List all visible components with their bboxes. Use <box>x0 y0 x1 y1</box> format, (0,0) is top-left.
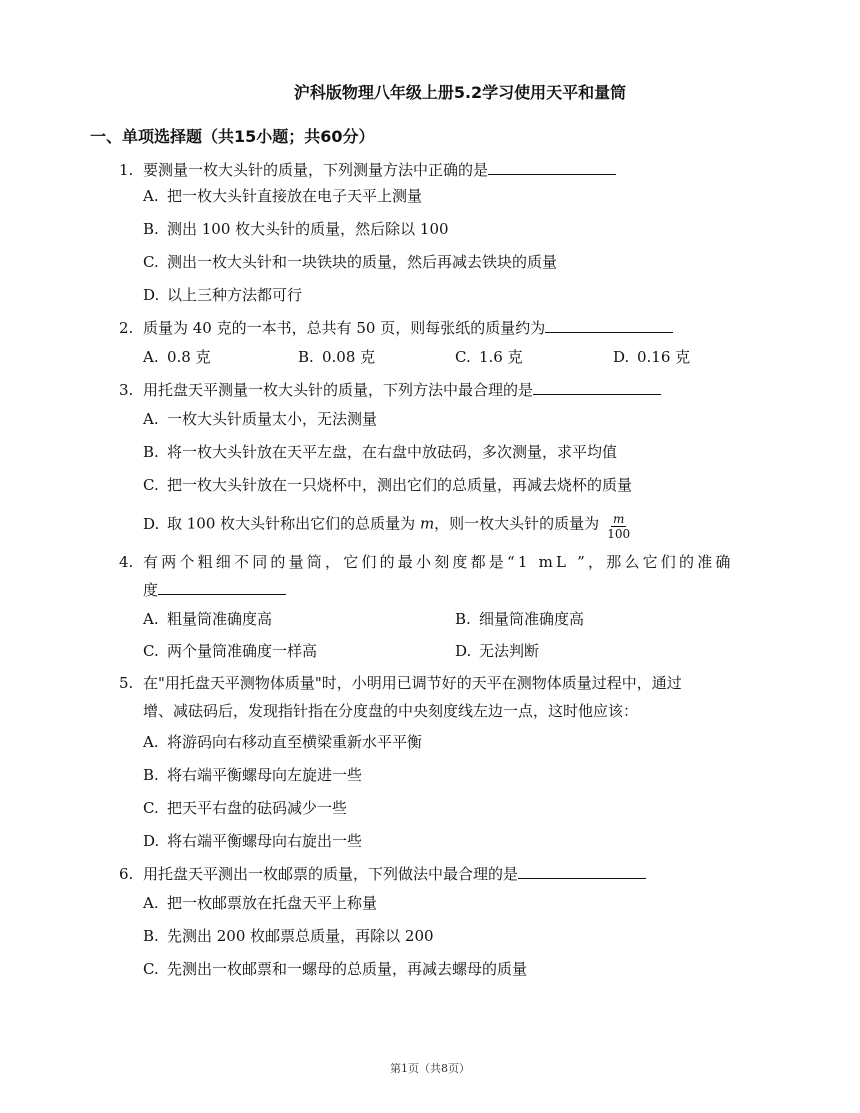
option-a[interactable]: A. 将游码向右移动直至横梁重新水平平衡 <box>143 733 423 751</box>
question-5-continued: 增、减砝码后，发现指针指在分度盘的中央刻度线左边一点，这时他应该： <box>143 702 639 720</box>
question-number: 4. <box>119 553 134 571</box>
option-a[interactable]: A. 0.8 克 <box>143 348 211 366</box>
option-b[interactable]: B. 细量筒准确度高 <box>455 610 585 628</box>
answer-blank[interactable] <box>533 380 661 395</box>
option-d[interactable]: D. 无法判断 <box>455 642 540 660</box>
option-b[interactable]: B. 测出 100 枚大头针的质量，然后除以 100 <box>143 220 449 238</box>
option-c[interactable]: C. 先测出一枚邮票和一螺母的总质量，再减去螺母的质量 <box>143 960 528 978</box>
answer-blank[interactable] <box>488 160 616 175</box>
question-1 <box>119 160 616 180</box>
option-c[interactable]: C. 把一枚大头针放在一只烧杯中，测出它们的总质量，再减去烧杯的质量 <box>143 476 633 494</box>
question-4 <box>119 552 734 572</box>
fraction: $\frac{m}{100}$ <box>607 512 631 541</box>
section-heading: 一、单项选择题（共15小题；共60分） <box>90 127 375 146</box>
question-stem: 在"用托盘天平测物体质量"时，小明用已调节好的天平在测物体质量过程中，通过 <box>143 674 682 692</box>
option-c[interactable]: C. 把天平右盘的砝码减少一些 <box>143 799 348 817</box>
question-stem: 用托盘天平测量一枚大头针的质量，下列方法中最合理的是 <box>143 381 534 399</box>
question-4-continued: 度 <box>143 580 286 600</box>
question-5 <box>119 673 682 693</box>
question-stem: 用托盘天平测出一枚邮票的质量，下列做法中最合理的是 <box>143 865 519 883</box>
option-a[interactable]: A. 把一枚大头针直接放在电子天平上测量 <box>143 187 423 205</box>
option-d[interactable]: D. 将右端平衡螺母向右旋出一些 <box>143 832 363 850</box>
option-a[interactable]: A. 粗量筒准确度高 <box>143 610 273 628</box>
option-a[interactable]: A. 一枚大头针质量太小，无法测量 <box>143 410 378 428</box>
document-title: 沪科版物理八年级上册5.2学习使用天平和量筒 <box>293 83 627 102</box>
question-number: 3. <box>119 381 134 399</box>
option-b[interactable]: B. 将右端平衡螺母向左旋进一些 <box>143 766 363 784</box>
question-number: 1. <box>119 161 134 179</box>
option-c[interactable]: C. 两个量筒准确度一样高 <box>143 642 318 660</box>
question-2 <box>119 318 673 338</box>
answer-blank[interactable] <box>545 318 673 333</box>
variable-m: m <box>419 514 435 533</box>
option-b[interactable]: B. 将一枚大头针放在天平左盘，在右盘中放砝码，多次测量，求平均值 <box>143 443 618 461</box>
question-number: 5. <box>119 674 134 692</box>
question-stem: 要测量一枚大头针的质量，下列测量方法中正确的是 <box>143 161 489 179</box>
option-d[interactable]: D. 0.16 克 <box>613 348 691 366</box>
question-6 <box>119 864 646 884</box>
option-b[interactable]: B. 0.08 克 <box>298 348 376 366</box>
option-d[interactable]: D. 以上三种方法都可行 <box>143 286 303 304</box>
page-footer: 第1页（共8页） <box>390 1062 470 1075</box>
option-d[interactable]: D. 取 100 枚大头针称出它们的总质量为 m，则一枚大头针的质量为 $\frac{m}{100}$ <box>143 512 631 541</box>
question-3 <box>119 380 661 400</box>
question-number: 6. <box>119 865 134 883</box>
option-c[interactable]: C. 测出一枚大头针和一块铁块的质量，然后再减去铁块的质量 <box>143 253 558 271</box>
question-stem: 质量为 40 克的一本书，总共有 50 页，则每张纸的质量约为 <box>143 319 546 337</box>
answer-blank[interactable] <box>158 580 286 595</box>
question-stem: 有两个粗细不同的量筒，它们的最小刻度都是“1 mL ”，那么它们的准确 <box>143 553 734 571</box>
question-number: 2. <box>119 319 134 337</box>
option-c[interactable]: C. 1.6 克 <box>455 348 523 366</box>
option-a[interactable]: A. 把一枚邮票放在托盘天平上称量 <box>143 894 378 912</box>
option-b[interactable]: B. 先测出 200 枚邮票总质量，再除以 200 <box>143 927 434 945</box>
answer-blank[interactable] <box>518 864 646 879</box>
